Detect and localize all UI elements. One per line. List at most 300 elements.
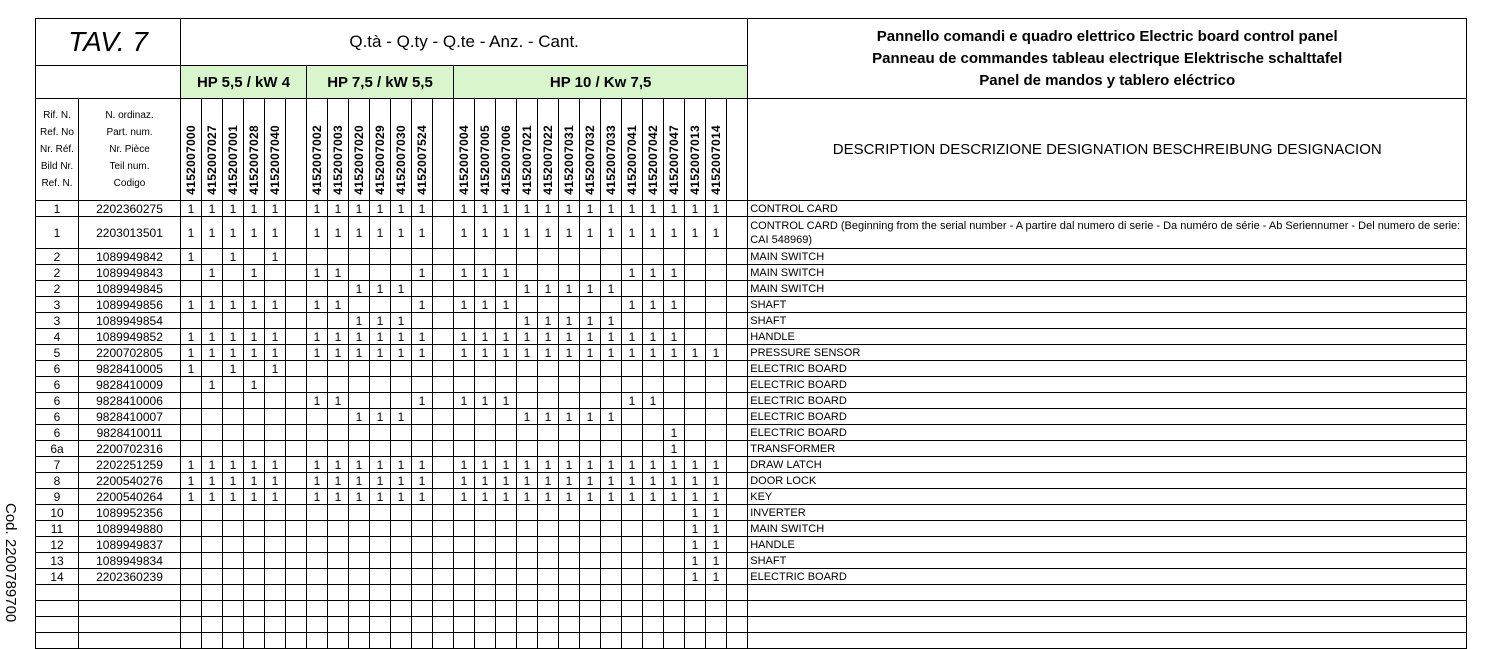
qty-cell <box>328 553 349 569</box>
ref-number: 10 <box>36 505 79 521</box>
qty-cell <box>643 505 664 521</box>
blank-cell <box>622 585 643 601</box>
description-cell: MAIN SWITCH <box>748 281 1467 297</box>
qty-cell <box>580 361 601 377</box>
blank-cell <box>412 585 433 601</box>
qty-cell <box>685 409 706 425</box>
blank-cell <box>307 633 328 649</box>
qty-cell: 1 <box>643 297 664 313</box>
table-row <box>36 521 1467 537</box>
qty-cell <box>601 265 622 281</box>
ref-number: 13 <box>36 553 79 569</box>
description-cell: PRESSURE SENSOR <box>748 345 1467 361</box>
model-code: 4152007033 <box>604 125 619 195</box>
blank-cell <box>601 633 622 649</box>
qty-cell <box>349 297 370 313</box>
qty-cell <box>622 377 643 393</box>
table-row <box>36 393 1467 409</box>
part-number: 1089949842 <box>79 249 181 265</box>
blank-cell <box>643 601 664 617</box>
description-cell: ELECTRIC BOARD <box>748 393 1467 409</box>
qty-cell <box>622 425 643 441</box>
blank-cell <box>307 585 328 601</box>
model-code-header <box>685 99 706 201</box>
qty-cell: 1 <box>265 473 286 489</box>
qty-cell: 1 <box>706 489 727 505</box>
blank-cell <box>454 601 475 617</box>
qty-cell <box>223 521 244 537</box>
qty-cell <box>181 409 202 425</box>
qty-cell: 1 <box>181 217 202 249</box>
qty-cell: 1 <box>244 265 265 281</box>
qty-cell: 1 <box>643 217 664 249</box>
qty-cell <box>580 377 601 393</box>
qty-cell <box>685 393 706 409</box>
qty-cell: 1 <box>559 217 580 249</box>
qty-cell <box>433 249 454 265</box>
qty-cell <box>622 313 643 329</box>
qty-cell <box>433 409 454 425</box>
qty-cell: 1 <box>685 569 706 585</box>
qty-cell <box>286 329 307 345</box>
qty-cell: 1 <box>517 457 538 473</box>
qty-cell <box>370 553 391 569</box>
qty-cell <box>727 265 748 281</box>
blank-cell <box>202 601 223 617</box>
qty-cell <box>286 249 307 265</box>
qty-cell <box>265 569 286 585</box>
qty-cell <box>307 281 328 297</box>
qty-cell: 1 <box>706 553 727 569</box>
blank-cell <box>223 601 244 617</box>
qty-cell: 1 <box>538 457 559 473</box>
qty-cell: 1 <box>496 217 517 249</box>
qty-cell: 1 <box>328 489 349 505</box>
qty-cell: 1 <box>244 473 265 489</box>
qty-cell: 1 <box>622 393 643 409</box>
qty-cell: 1 <box>244 329 265 345</box>
part-number: 1089949852 <box>79 329 181 345</box>
blank-cell <box>559 585 580 601</box>
blank-cell <box>370 617 391 633</box>
blank-cell <box>601 601 622 617</box>
qty-cell: 1 <box>370 489 391 505</box>
qty-cell <box>223 265 244 281</box>
blank-cell <box>36 585 79 601</box>
qty-cell <box>664 569 685 585</box>
qty-cell: 1 <box>664 441 685 457</box>
qty-cell: 1 <box>181 201 202 217</box>
qty-cell <box>643 281 664 297</box>
blank-cell <box>36 617 79 633</box>
qty-cell <box>433 425 454 441</box>
blank-cell <box>265 601 286 617</box>
table-row <box>36 217 1467 249</box>
blank-cell <box>328 601 349 617</box>
blank-cell <box>475 617 496 633</box>
part-number: 9828410011 <box>79 425 181 441</box>
qty-cell: 1 <box>391 345 412 361</box>
qty-cell <box>706 441 727 457</box>
qty-cell <box>538 553 559 569</box>
blank-cell <box>328 633 349 649</box>
qty-cell: 1 <box>706 521 727 537</box>
qty-cell <box>601 441 622 457</box>
blank-cell <box>475 585 496 601</box>
qty-cell <box>433 537 454 553</box>
blank-cell <box>559 633 580 649</box>
blank-cell <box>496 601 517 617</box>
qty-cell <box>538 505 559 521</box>
blank-cell <box>580 617 601 633</box>
blank-cell <box>328 585 349 601</box>
qty-cell <box>517 265 538 281</box>
qty-cell <box>181 313 202 329</box>
qty-cell: 1 <box>475 217 496 249</box>
qty-cell <box>664 361 685 377</box>
blank-cell <box>244 601 265 617</box>
ref-number: 12 <box>36 537 79 553</box>
blank-cell <box>538 617 559 633</box>
qty-cell <box>685 297 706 313</box>
qty-cell: 1 <box>370 313 391 329</box>
qty-cell <box>601 553 622 569</box>
qty-cell <box>244 409 265 425</box>
qty-cell <box>202 569 223 585</box>
qty-cell: 1 <box>412 201 433 217</box>
qty-cell <box>685 329 706 345</box>
qty-cell <box>412 361 433 377</box>
qty-cell: 1 <box>685 473 706 489</box>
qty-cell: 1 <box>223 201 244 217</box>
qty-cell: 1 <box>265 217 286 249</box>
blank-cell <box>349 633 370 649</box>
qty-cell <box>664 393 685 409</box>
qty-cell <box>496 425 517 441</box>
ref-number: 9 <box>36 489 79 505</box>
ref-number: 3 <box>36 297 79 313</box>
qty-cell: 1 <box>454 297 475 313</box>
qty-cell <box>433 441 454 457</box>
blank-cell <box>622 617 643 633</box>
qty-cell <box>643 377 664 393</box>
qty-cell <box>622 409 643 425</box>
qty-cell <box>265 265 286 281</box>
table-row <box>36 441 1467 457</box>
model-code-header <box>601 99 622 201</box>
qty-cell <box>517 377 538 393</box>
qty-cell: 1 <box>685 521 706 537</box>
qty-cell: 1 <box>643 201 664 217</box>
blank-cell <box>706 601 727 617</box>
qty-cell <box>328 521 349 537</box>
qty-cell <box>727 473 748 489</box>
qty-cell: 1 <box>244 297 265 313</box>
qty-cell <box>727 201 748 217</box>
qty-cell: 1 <box>664 297 685 313</box>
qty-cell: 1 <box>580 473 601 489</box>
model-code-header <box>433 99 454 201</box>
blank-cell <box>559 601 580 617</box>
model-code-header <box>391 99 412 201</box>
blank-cell <box>685 585 706 601</box>
blank-cell <box>433 601 454 617</box>
qty-cell <box>664 377 685 393</box>
qty-cell: 1 <box>685 505 706 521</box>
qty-cell: 1 <box>181 297 202 313</box>
qty-cell: 1 <box>601 313 622 329</box>
qty-cell <box>622 441 643 457</box>
blank-cell <box>412 601 433 617</box>
qty-cell <box>244 425 265 441</box>
qty-cell <box>412 569 433 585</box>
qty-cell <box>265 505 286 521</box>
qty-cell <box>727 377 748 393</box>
qty-cell <box>706 297 727 313</box>
qty-cell <box>580 393 601 409</box>
part-number: 1089949837 <box>79 537 181 553</box>
qty-cell <box>286 441 307 457</box>
qty-cell <box>328 409 349 425</box>
qty-cell: 1 <box>454 489 475 505</box>
model-code-header <box>223 99 244 201</box>
model-code-header <box>496 99 517 201</box>
qty-cell: 1 <box>706 217 727 249</box>
blank-cell <box>748 585 1467 601</box>
qty-cell: 1 <box>328 329 349 345</box>
model-code: 4152007524 <box>415 125 430 195</box>
parts-table <box>35 18 1467 649</box>
qty-cell <box>727 361 748 377</box>
qty-cell <box>286 217 307 249</box>
qty-cell: 1 <box>265 361 286 377</box>
table-row <box>36 249 1467 265</box>
qty-cell <box>223 281 244 297</box>
qty-cell <box>286 425 307 441</box>
qty-cell <box>307 441 328 457</box>
qty-cell <box>349 377 370 393</box>
qty-cell <box>454 409 475 425</box>
qty-cell: 1 <box>223 329 244 345</box>
blank-cell <box>202 633 223 649</box>
qty-cell <box>454 425 475 441</box>
blank-cell <box>265 617 286 633</box>
qty-cell <box>727 297 748 313</box>
blank-cell <box>244 585 265 601</box>
ref-number: 6 <box>36 361 79 377</box>
part-number: 2203013501 <box>79 217 181 249</box>
qty-cell: 1 <box>580 345 601 361</box>
qty-cell: 1 <box>223 249 244 265</box>
qty-cell <box>517 569 538 585</box>
qty-cell: 1 <box>559 201 580 217</box>
blank-cell <box>433 617 454 633</box>
qty-cell <box>181 265 202 281</box>
qty-cell <box>685 281 706 297</box>
qty-cell: 1 <box>223 473 244 489</box>
qty-cell <box>223 569 244 585</box>
qty-cell: 1 <box>349 473 370 489</box>
qty-cell <box>370 441 391 457</box>
qty-cell: 1 <box>349 409 370 425</box>
qty-cell <box>286 345 307 361</box>
blank-cell <box>727 601 748 617</box>
description-cell: HANDLE <box>748 329 1467 345</box>
qty-cell <box>580 441 601 457</box>
description-cell: DOOR LOCK <box>748 473 1467 489</box>
description-cell: KEY <box>748 489 1467 505</box>
qty-cell <box>181 393 202 409</box>
qty-cell <box>706 313 727 329</box>
qty-cell: 1 <box>685 201 706 217</box>
qty-cell: 1 <box>580 281 601 297</box>
blank-cell <box>496 633 517 649</box>
qty-cell <box>286 313 307 329</box>
qty-cell: 1 <box>223 361 244 377</box>
qty-cell <box>496 249 517 265</box>
blank-cell <box>517 585 538 601</box>
model-code-header <box>349 99 370 201</box>
qty-cell <box>559 377 580 393</box>
qty-cell <box>349 393 370 409</box>
qty-cell <box>307 569 328 585</box>
qty-cell: 1 <box>265 329 286 345</box>
ref-number: 2 <box>36 265 79 281</box>
group-hp10: HP 10 / Kw 7,5 <box>454 66 748 99</box>
qty-cell <box>622 361 643 377</box>
qty-cell <box>559 361 580 377</box>
blank-cell <box>36 633 79 649</box>
qty-cell <box>643 425 664 441</box>
qty-cell <box>454 313 475 329</box>
qty-cell: 1 <box>601 281 622 297</box>
part-number: 1089949854 <box>79 313 181 329</box>
blank-cell <box>685 617 706 633</box>
qty-cell: 1 <box>664 345 685 361</box>
qty-cell <box>538 441 559 457</box>
qty-cell <box>412 249 433 265</box>
qty-cell: 1 <box>412 217 433 249</box>
qty-cell <box>559 441 580 457</box>
qty-cell: 1 <box>307 265 328 281</box>
qty-cell: 1 <box>601 489 622 505</box>
title-line: Panneau de commandes tableau electrique Elektrische schalttafel <box>872 49 1343 67</box>
qty-cell <box>475 441 496 457</box>
table-row <box>36 569 1467 585</box>
qty-cell: 1 <box>580 313 601 329</box>
qty-cell: 1 <box>412 329 433 345</box>
blank-cell <box>307 601 328 617</box>
qty-cell <box>727 313 748 329</box>
description-cell: ELECTRIC BOARD <box>748 377 1467 393</box>
qty-cell <box>433 345 454 361</box>
qty-cell <box>496 505 517 521</box>
qty-cell <box>433 201 454 217</box>
qty-cell: 1 <box>496 457 517 473</box>
qty-cell <box>412 281 433 297</box>
qty-cell <box>286 265 307 281</box>
qty-cell: 1 <box>496 489 517 505</box>
qty-cell <box>349 425 370 441</box>
qty-cell <box>286 457 307 473</box>
qty-cell <box>412 521 433 537</box>
panel-title <box>748 19 1467 99</box>
blank-cell <box>664 585 685 601</box>
qty-cell <box>727 489 748 505</box>
ref-number: 3 <box>36 313 79 329</box>
qty-cell: 1 <box>244 217 265 249</box>
qty-cell <box>664 521 685 537</box>
qty-cell <box>349 361 370 377</box>
qty-cell: 1 <box>601 345 622 361</box>
qty-cell: 1 <box>202 217 223 249</box>
qty-cell <box>496 553 517 569</box>
qty-cell: 1 <box>685 345 706 361</box>
qty-cell <box>496 281 517 297</box>
qty-cell: 1 <box>706 473 727 489</box>
qty-cell <box>601 521 622 537</box>
qty-cell <box>391 441 412 457</box>
qty-cell <box>622 505 643 521</box>
qty-cell <box>244 537 265 553</box>
qty-cell <box>685 249 706 265</box>
qty-cell: 1 <box>601 201 622 217</box>
qty-cell: 1 <box>622 473 643 489</box>
qty-cell: 1 <box>706 201 727 217</box>
qty-cell: 1 <box>223 489 244 505</box>
ref-number: 1 <box>36 217 79 249</box>
qty-cell: 1 <box>475 329 496 345</box>
model-code: 4152007006 <box>499 125 514 195</box>
qty-cell <box>244 569 265 585</box>
group-hp75: HP 7,5 / kW 5,5 <box>307 66 454 99</box>
table-row <box>36 473 1467 489</box>
blank-cell <box>181 585 202 601</box>
qty-cell: 1 <box>244 457 265 473</box>
part-number: 9828410009 <box>79 377 181 393</box>
qty-cell: 1 <box>307 201 328 217</box>
qty-cell <box>181 521 202 537</box>
table-row <box>36 201 1467 217</box>
qty-cell <box>475 313 496 329</box>
qty-cell: 1 <box>202 489 223 505</box>
qty-cell <box>496 441 517 457</box>
ref-number: 2 <box>36 281 79 297</box>
blank-cell <box>748 601 1467 617</box>
qty-cell <box>433 457 454 473</box>
qty-cell: 1 <box>475 265 496 281</box>
qty-cell <box>286 505 307 521</box>
model-code: 4152007005 <box>478 125 493 195</box>
qty-cell <box>181 505 202 521</box>
qty-cell <box>349 249 370 265</box>
qty-cell <box>265 393 286 409</box>
header-row <box>36 19 1467 66</box>
qty-cell <box>328 249 349 265</box>
qty-cell: 1 <box>307 329 328 345</box>
qty-cell: 1 <box>685 489 706 505</box>
qty-cell: 1 <box>580 329 601 345</box>
qty-cell: 1 <box>223 345 244 361</box>
qty-cell <box>370 361 391 377</box>
blank-cell <box>265 633 286 649</box>
qty-cell: 1 <box>181 329 202 345</box>
model-code-header <box>706 99 727 201</box>
document-code-text: Cod. 2200789700 <box>2 503 19 623</box>
model-code: 4152007032 <box>583 125 598 195</box>
blank-cell <box>475 601 496 617</box>
model-code: 4152007003 <box>331 125 346 195</box>
